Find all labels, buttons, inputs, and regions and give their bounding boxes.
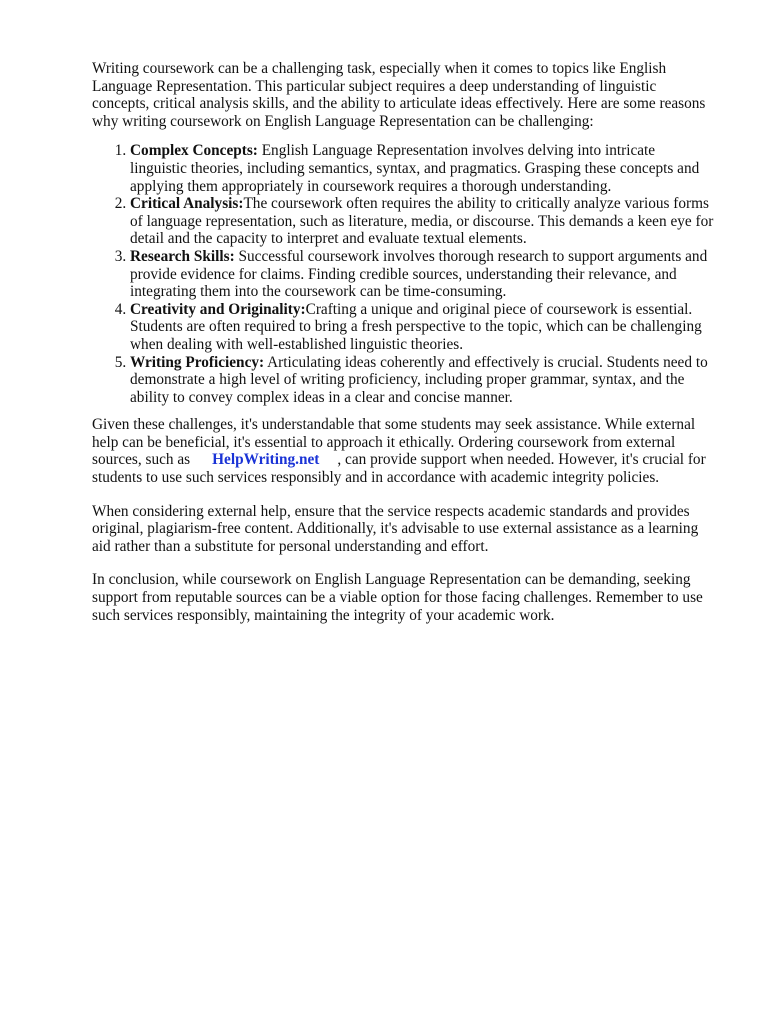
list-item (130, 142, 714, 195)
assistance-text-after: , can provide support when needed. However, it's crucial for students to use such services responsibly and in accordance with academic integrity policies. (92, 451, 706, 487)
reason-term: Writing Proficiency: (130, 353, 265, 371)
list-item (130, 248, 714, 301)
list-item (130, 301, 714, 354)
assistance-paragraph (92, 416, 714, 486)
helpwriting-link[interactable]: HelpWriting.net (212, 451, 320, 469)
assistance-text-before: Given these challenges, it's understandable that some students may seek assistance. While external help can be beneficial, it's essential to approach it ethically. Ordering coursework from external sources, such as (92, 416, 696, 469)
reason-term: Creativity and Originality: (130, 300, 306, 318)
conclusion-paragraph: In conclusion, while coursework on English Language Representation can be demanding, seeking support from reputable sources can be a viable option for those facing challenges. Remember to use such services responsibly, maintaining the integrity of your academic work. (92, 571, 703, 624)
reason-text: Crafting a unique and original piece of coursework is essential. Students are often required to bring a fresh perspective to the topic, which can be challenging when dealing with well-established linguistic theories. (130, 300, 702, 353)
reason-term: Critical Analysis: (130, 195, 244, 213)
reason-term: Research Skills: (130, 247, 235, 265)
reason-text: English Language Representation involves delving into intricate linguistic theories, including semantics, syntax, and pragmatics. Grasping these concepts and applying them appropriately in coursework requires a thorough understanding. (130, 142, 700, 195)
reason-term: Complex Concepts: (130, 142, 258, 160)
intro-paragraph: Writing coursework can be a challenging task, especially when it comes to topics like English Language Representation. This particular subject requires a deep understanding of linguistic concepts, critical analysis skills, and the ability to articulate ideas effectively. Here are some reasons why writing coursework on English Language Representation can be challenging: (92, 60, 706, 130)
reason-text: Successful coursework involves thorough research to support arguments and provide evidence for claims. Finding credible sources, understanding their relevance, and integrating them into the coursework can be time-consuming. (130, 247, 708, 301)
reasons-list (92, 142, 714, 406)
reason-text: Articulating ideas coherently and effectively is crucial. Students need to demonstrate a high level of writing proficiency, including proper grammar, syntax, and the ability to convey complex ideas in a clear and concise manner. (130, 353, 708, 406)
list-item (130, 354, 714, 407)
external-help-paragraph: When considering external help, ensure that the service respects academic standards and provides original, plagiarism-free content. Additionally, it's advisable to use external assistance as a learning aid rather than a substitute for personal understanding and effort. (92, 502, 699, 555)
document-body (92, 60, 714, 624)
list-item (130, 195, 714, 248)
reason-text: The coursework often requires the ability to critically analyze various forms of language representation, such as literature, media, or discourse. This demands a keen eye for detail and the capacity to interpret and evaluate textual elements. (130, 195, 714, 248)
